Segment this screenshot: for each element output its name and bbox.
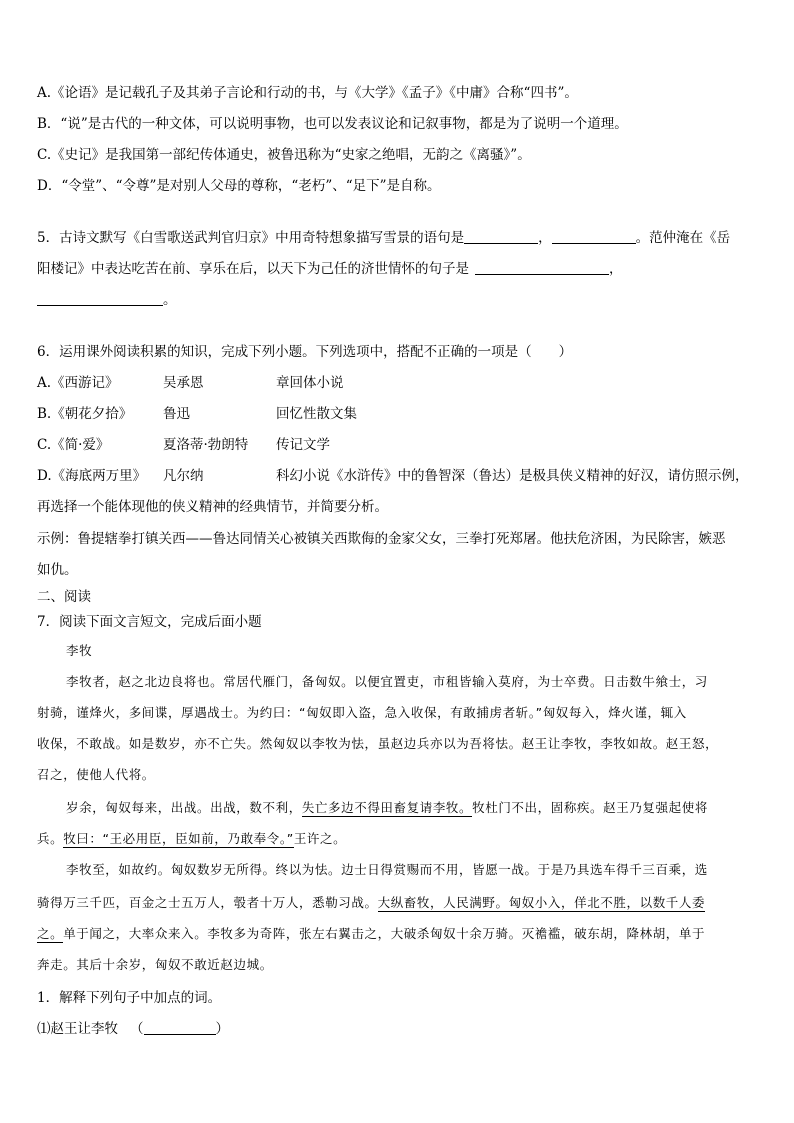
sub-question-stem: 1．解释下列句子中加点的词。: [37, 990, 222, 1006]
underlined-sentence: 失亡多边不得田畜复请李牧。: [301, 800, 473, 815]
passage-text: 骑得万三千匹，百金之士五万人，彀者十万人，悉勒习战。: [37, 895, 378, 910]
q6-genre: 传记文学: [276, 437, 330, 453]
q4-option-b: B．“说”是古代的一种文体，可以说明事物，也可以发表议论和记叙事物，都是为了说明一个道理。: [37, 116, 628, 132]
passage-title: 李牧: [66, 643, 93, 658]
item-label: ⑴赵王让李牧: [37, 1021, 118, 1037]
passage-p3-line-4: 奔走。其后十余岁，匈奴不敢近赵边城。: [37, 957, 273, 972]
passage-text: 王许之。: [293, 831, 347, 846]
q6-genre-text: 科幻小说: [276, 468, 330, 484]
q6-book: A.《西游记》: [37, 375, 119, 391]
q6-book: B.《朝花夕拾》: [37, 406, 133, 422]
q5-line2-text: 阳楼记》中表达吃苦在前、享乐在后，以天下为己任的济世情怀的句子是: [37, 261, 469, 277]
q5-line-2: [37, 259, 623, 279]
passage-p1-line-3: 收保，不敢战。如是数岁，亦不亡失。然匈奴以李牧为怯，虽赵边兵亦以为吾将怯。赵王让李牧，李牧如故。赵王怒，: [37, 736, 719, 751]
underlined-sentence: 之。: [37, 926, 64, 941]
q6-author: 凡尔纳: [163, 468, 204, 484]
q6-prompt-line-2: 再选择一个能体现他的侠义精神的经典情节，并简要分析。: [37, 499, 388, 515]
q4-option-c: C.《史记》是我国第一部纪传体通史，被鲁迅称为“史家之绝唱，无韵之《离骚》”。: [37, 147, 531, 163]
q6-author: 鲁迅: [163, 406, 190, 422]
q6-example-line-1: 示例：鲁提辖拳打镇关西——鲁达同情关心被镇关西欺侮的金家父女，三拳打死郑屠。他扶危济困，为民除害，嫉恶: [37, 531, 726, 547]
q5-comma-2: ，: [609, 261, 623, 277]
q5-blank-1[interactable]: [464, 228, 538, 244]
q6-author: 夏洛蒂·勃朗特: [163, 437, 249, 453]
q6-prompt-text: 《水浒传》中的鲁智深（鲁达）是极具侠义精神的好汉，请仿照示例，: [330, 468, 749, 484]
q6-genre: 章回体小说: [276, 375, 344, 391]
q5-stem: 5．古诗文默写《白雪歌送武判官归京》中用奇特想象描写雪景的语句是: [37, 230, 465, 246]
q5-blank-4[interactable]: [37, 290, 163, 306]
passage-p2-line-1: [66, 798, 708, 818]
passage-p3-line-3: [37, 924, 705, 944]
underlined-sentence: 牧曰：“王必用臣，臣如前，乃敢奉令。”: [63, 831, 294, 846]
passage-text: 岁余，匈奴每来，出战。出战，数不利，: [66, 800, 302, 815]
q5-blank-3[interactable]: [475, 259, 609, 275]
q6-example-line-2: 如仇。: [37, 562, 78, 578]
q6-author: 吴承恩: [163, 375, 204, 391]
passage-text: 牧杜门不出，固称疾。赵王乃复强起使将: [472, 800, 708, 815]
q5-end: 。: [163, 292, 177, 308]
passage-p1-line-1: 李牧者，赵之北边良将也。常居代雁门，备匈奴。以便宜置吏，市租皆输入莫府，为士卒费。日击数牛飨士，习: [66, 674, 708, 689]
passage-text: 兵。: [37, 831, 64, 846]
passage-p3-line-2: [37, 893, 705, 913]
sub-question-item-1: [37, 1019, 229, 1039]
passage-p2-line-2: [37, 829, 346, 849]
q4-option-d: D．“令堂”、“令尊”是对别人父母的尊称，“老朽”、“足下”是自称。: [37, 178, 441, 194]
q5-stem-tail: 。范仲淹在《岳: [635, 230, 731, 246]
q5-blank-2[interactable]: [552, 228, 636, 244]
answer-blank[interactable]: [144, 1019, 216, 1035]
paren-open: （: [130, 1021, 144, 1037]
q6-genre: 回忆性散文集: [276, 406, 357, 422]
section-heading: 二、阅读: [37, 589, 91, 605]
passage-p1-line-2: 射骑，谨烽火，多间谍，厚遇战士。为约曰：“匈奴即入盗，急入收保，有敢捕虏者斩。”匈奴每入，烽火谨，辄入: [37, 705, 687, 720]
underlined-sentence: 大纵畜牧，人民满野。匈奴小入，佯北不胜，以数千人委: [377, 895, 706, 910]
q5-line-1: [37, 228, 730, 248]
passage-p3-line-1: 李牧至，如故约。匈奴数岁无所得。终以为怯。边士日得赏赐而不用，皆愿一战。于是乃具选车得千三百乘，选: [66, 862, 708, 877]
q4-option-a: A.《论语》是记载孔子及其弟子言论和行动的书，与《大学》《孟子》《中庸》合称“四书”。: [37, 85, 578, 101]
passage-text: 单于闻之，大率众来入。李牧多为奇阵，张左右翼击之，大破杀匈奴十余万骑。灭襜褴，破东胡，降林胡，单于: [63, 926, 706, 941]
q6-genre: [276, 466, 749, 486]
q6-stem: 6．运用课外阅读积累的知识，完成下列小题。下列选项中，搭配不正确的一项是（ ）: [37, 344, 573, 360]
q5-line-3: [37, 290, 177, 310]
paren-close: ）: [215, 1021, 229, 1037]
q6-book: C.《简·爱》: [37, 437, 110, 453]
passage-p1-line-4: 召之，使他人代将。: [37, 767, 155, 782]
q7-stem: 7．阅读下面文言短文，完成后面小题: [37, 614, 262, 630]
q6-book: D.《海底两万里》: [37, 468, 147, 484]
q5-comma: ，: [538, 230, 552, 246]
